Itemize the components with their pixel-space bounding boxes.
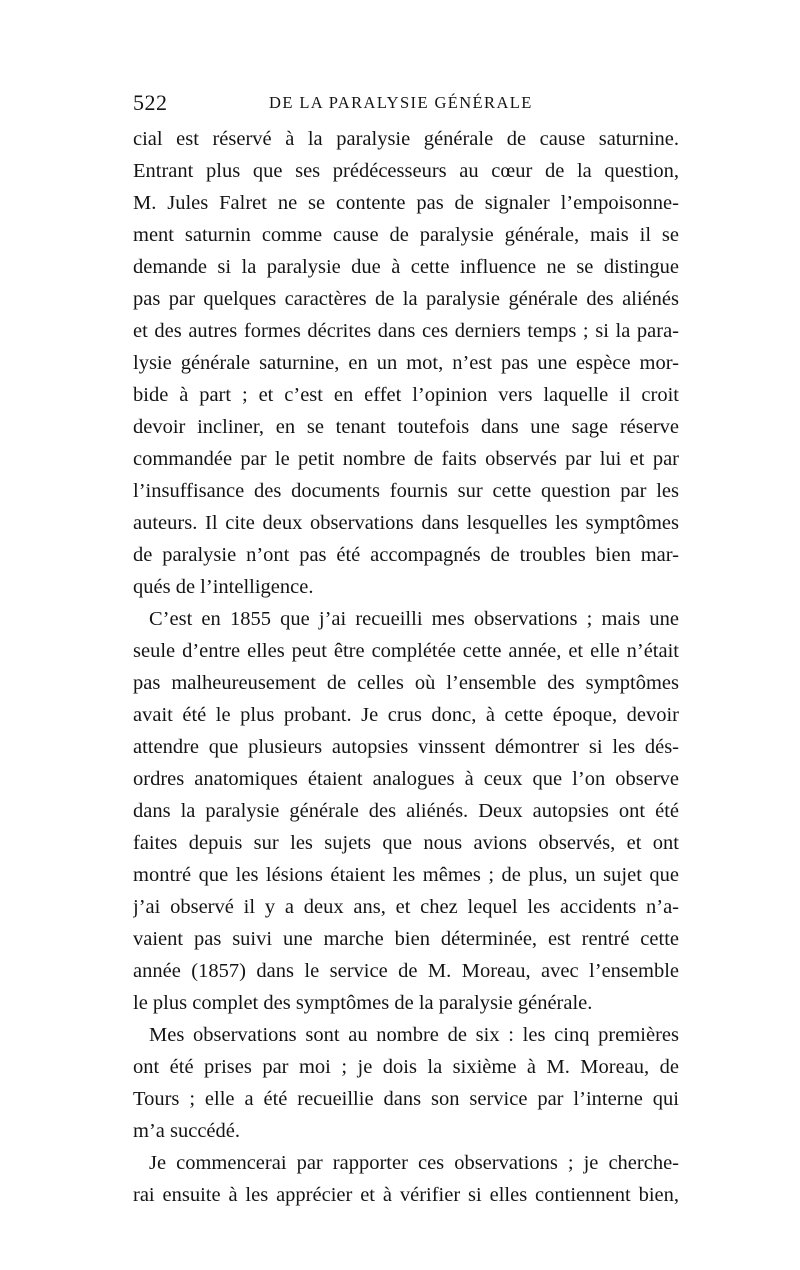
text-line: ment saturnin comme cause de paralysie générale, mais il se <box>133 224 679 246</box>
text-line: devoir incliner, en se tenant toutefois dans une sage réserve <box>133 416 679 438</box>
text-line: j’ai observé il y a deux ans, et chez lequel les accidents n’a- <box>133 896 679 918</box>
text-line: ont été prises par moi ; je dois la sixième à M. Moreau, de <box>133 1056 679 1078</box>
text-line: de paralysie n’ont pas été accompagnés de troubles bien mar- <box>133 544 679 566</box>
text-line: attendre que plusieurs autopsies vinssent démontrer si les dés- <box>133 736 679 758</box>
text-line: rai ensuite à les apprécier et à vérifier si elles contiennent bien, <box>133 1184 679 1206</box>
text-line: dans la paralysie générale des aliénés. Deux autopsies ont été <box>133 800 679 822</box>
body-text <box>133 123 679 1211</box>
text-line: lysie générale saturnine, en un mot, n’est pas une espèce mor- <box>133 352 679 374</box>
text-line: commandée par le petit nombre de faits observés par lui et par <box>133 448 679 470</box>
page-number: 522 <box>133 90 168 115</box>
text-line: bide à part ; et c’est en effet l’opinion vers laquelle il croit <box>133 384 679 406</box>
text-line: M. Jules Falret ne se contente pas de signaler l’empoisonne- <box>133 192 679 214</box>
text-line: pas malheureusement de celles où l’ensemble des symptômes <box>133 672 679 694</box>
text-line: l’insuffisance des documents fournis sur cette question par les <box>133 480 679 502</box>
text-line: C’est en 1855 que j’ai recueilli mes observations ; mais une <box>149 608 679 630</box>
text-line: année (1857) dans le service de M. Moreau, avec l’ensemble <box>133 960 679 982</box>
text-line: ordres anatomiques étaient analogues à ceux que l’on observe <box>133 768 679 790</box>
text-line: vaient pas suivi une marche bien déterminée, est rentré cette <box>133 928 679 950</box>
text-line: avait été le plus probant. Je crus donc, à cette époque, devoir <box>133 704 679 726</box>
text-line: pas par quelques caractères de la paralysie générale des aliénés <box>133 288 679 310</box>
text-line: Entrant plus que ses prédécesseurs au cœur de la question, <box>133 160 679 182</box>
text-line: montré que les lésions étaient les mêmes ; de plus, un sujet que <box>133 864 679 886</box>
text-line: Tours ; elle a été recueillie dans son service par l’interne qui <box>133 1088 679 1110</box>
text-line: cial est réservé à la paralysie générale de cause saturnine. <box>133 128 679 150</box>
running-title: DE LA PARALYSIE GÉNÉRALE <box>269 93 533 112</box>
text-line: auteurs. Il cite deux observations dans lesquelles les symptômes <box>133 512 679 534</box>
running-head <box>133 90 679 114</box>
text-line: qués de l’intelligence. <box>133 576 314 598</box>
text-line: seule d’entre elles peut être complétée cette année, et elle n’était <box>133 640 679 662</box>
text-line: faites depuis sur les sujets que nous avions observés, et ont <box>133 832 679 854</box>
text-line: m’a succédé. <box>133 1120 240 1142</box>
text-line: et des autres formes décrites dans ces derniers temps ; si la para- <box>133 320 679 342</box>
text-line: Mes observations sont au nombre de six : les cinq premières <box>149 1024 679 1046</box>
text-line: le plus complet des symptômes de la paralysie générale. <box>133 992 593 1014</box>
text-line: Je commencerai par rapporter ces observations ; je cherche- <box>149 1152 679 1174</box>
text-line: demande si la paralysie due à cette influence ne se distingue <box>133 256 679 278</box>
